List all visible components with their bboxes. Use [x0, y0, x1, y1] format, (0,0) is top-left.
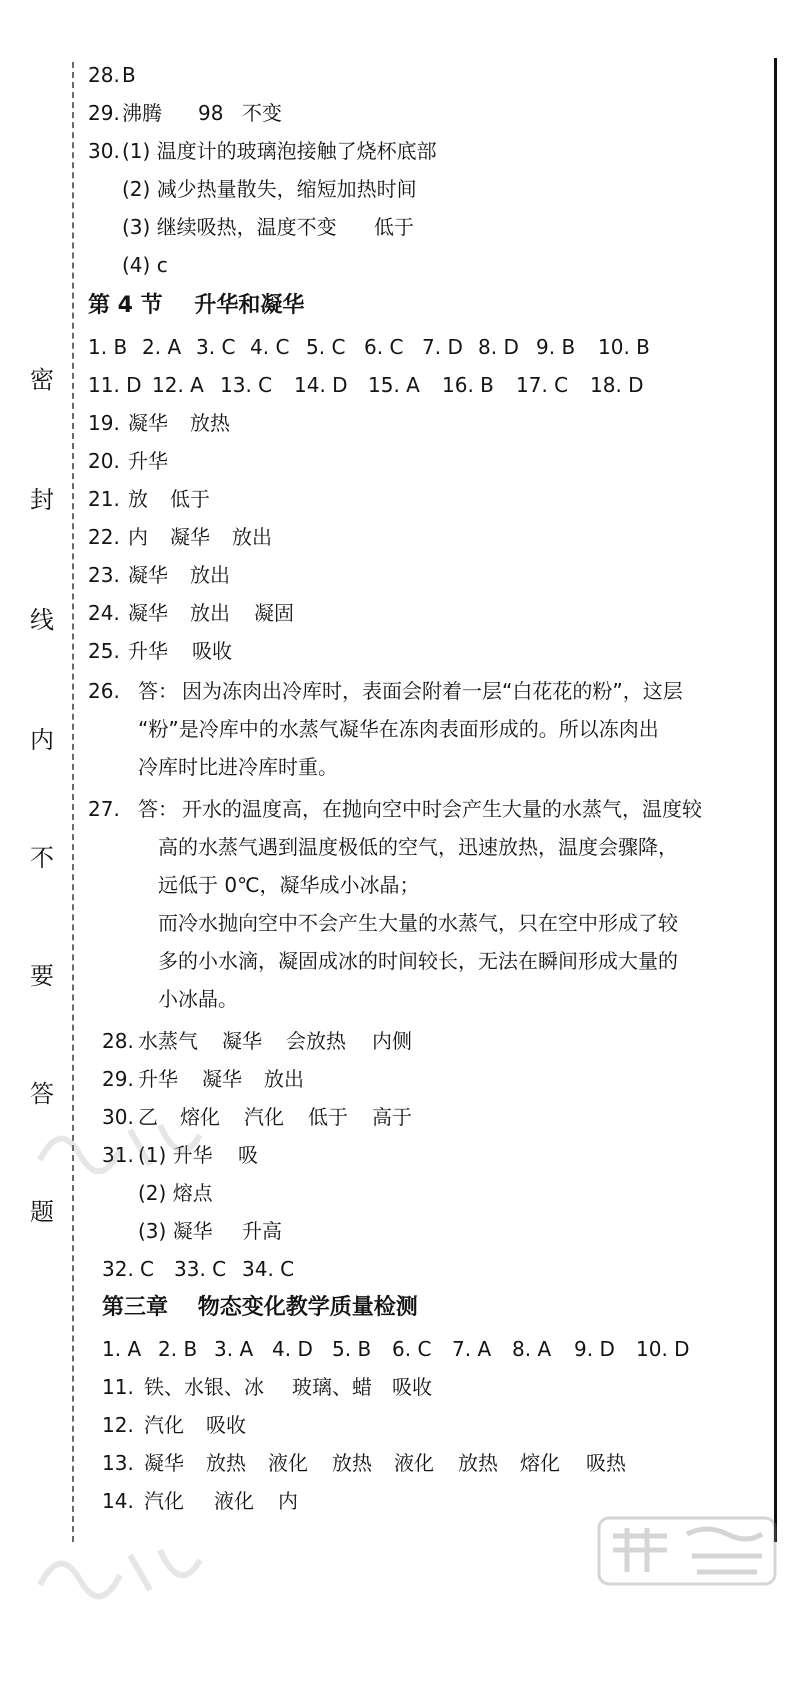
answer-row — [88, 94, 768, 132]
answer-row — [88, 208, 768, 246]
q-number: 21. — [88, 487, 120, 511]
q-number: 31. — [102, 1143, 134, 1167]
mcq-answer: 3. C — [196, 335, 236, 359]
mcq-answer: 5. C — [306, 335, 346, 359]
answer-text: 放出 — [190, 563, 230, 587]
mcq-answer: 7. D — [422, 335, 463, 359]
q-number: 23. — [88, 563, 120, 587]
answer-line: 开水的温度高，在抛向空中时会产生大量的水蒸气，温度较 — [182, 797, 702, 821]
answer-text: 汽化 — [244, 1105, 284, 1129]
essay-answer — [88, 790, 768, 1018]
answer-text: (1) 升华 — [138, 1143, 213, 1167]
answer-line: 远低于 0℃，凝华成小冰晶； — [158, 873, 420, 897]
answer-text: B — [122, 63, 136, 87]
answer-text: 高于 — [372, 1105, 412, 1129]
answer-row — [88, 632, 768, 670]
answer-row — [88, 480, 768, 518]
q-number: 28. — [88, 63, 120, 87]
answer-line: 高的水蒸气遇到温度极低的空气，迅速放热，温度会骤降， — [158, 835, 678, 859]
answer-row — [102, 1444, 762, 1482]
answer-text: 熔化 — [180, 1105, 220, 1129]
mcq-row — [88, 328, 768, 366]
section-title: 物态变化教学质量检测 — [197, 1295, 418, 1320]
answer-line: “粉”是冷库中的水蒸气凝华在冻肉表面形成的。所以冻肉出 — [138, 717, 659, 741]
answer-text: 升华 — [128, 449, 168, 473]
answer-text: (3) 继续吸热，温度不变 — [122, 215, 337, 239]
answer-line: 冷库时比进冷库时重。 — [138, 755, 338, 779]
answer-text: 吸收 — [206, 1413, 246, 1437]
mcq-answer: 1. A — [102, 1337, 142, 1361]
answer-row — [88, 246, 768, 284]
answer-text: 吸收 — [192, 639, 232, 663]
mcq-answer: 10. B — [598, 335, 650, 359]
q-number: 12. — [102, 1413, 134, 1437]
answer-text: 低于 — [308, 1105, 348, 1129]
mcq-answer: 13. C — [220, 373, 273, 397]
answer-text: 升华 — [138, 1067, 178, 1091]
mcq-answer: 1. B — [88, 335, 128, 359]
mcq-row — [88, 366, 768, 404]
answer-text: 34. C — [242, 1257, 295, 1281]
answer-text: 33. C — [174, 1257, 227, 1281]
mcq-row — [102, 1330, 762, 1368]
mcq-answer: 9. D — [574, 1337, 615, 1361]
answer-body — [138, 672, 768, 786]
answer-text: (2) 减少热量散失，缩短加热时间 — [122, 177, 417, 201]
answer-body — [158, 790, 768, 1018]
answer-text: 汽化 — [144, 1413, 184, 1437]
answer-text: 放热 — [190, 411, 230, 435]
answer-text: 凝固 — [254, 601, 294, 625]
mcq-answer: 8. A — [512, 1337, 552, 1361]
answer-text: 凝华 — [128, 601, 168, 625]
answer-row — [88, 170, 768, 208]
answer-row — [88, 594, 768, 632]
q-number: 19. — [88, 411, 120, 435]
q-number: 22. — [88, 525, 120, 549]
answer-row — [102, 1482, 762, 1520]
mcq-answer: 18. D — [590, 373, 644, 397]
answer-text: 低于 — [374, 215, 414, 239]
right-border-rule — [774, 58, 777, 1542]
answer-text: 放出 — [264, 1067, 304, 1091]
answer-text: 汽化 — [144, 1489, 184, 1513]
answer-text: C — [140, 1257, 154, 1281]
mcq-answer: 12. A — [152, 373, 204, 397]
answer-line: 因为冻肉出冷库时，表面会附着一层“白花花的粉”，这层 — [182, 679, 683, 703]
faint-stamp-mark — [30, 1100, 230, 1180]
mcq-answer: 5. B — [332, 1337, 372, 1361]
mcq-answer: 11. D — [88, 373, 142, 397]
mcq-answer: 3. A — [214, 1337, 254, 1361]
q-number: 24. — [88, 601, 120, 625]
answer-text: 乙 — [138, 1105, 158, 1129]
answer-row — [102, 1060, 768, 1098]
answer-text: 低于 — [170, 487, 210, 511]
q-number: 28. — [102, 1029, 134, 1053]
answer-row — [88, 518, 768, 556]
margin-char: 不 — [30, 844, 54, 872]
answer-row — [88, 132, 768, 170]
mcq-answer: 10. D — [636, 1337, 690, 1361]
q-number: 11. — [102, 1375, 134, 1399]
mcq-answer: 2. B — [158, 1337, 198, 1361]
mcq-answer: 17. C — [516, 373, 569, 397]
answer-row — [88, 56, 768, 94]
answer-text: 铁、水银、冰 — [144, 1375, 264, 1399]
answer-text: 放热 — [332, 1451, 372, 1475]
answer-text: 会放热 — [286, 1029, 346, 1053]
q-number: 25. — [88, 639, 120, 663]
answer-text: 凝华 — [128, 411, 168, 435]
q-number: 14. — [102, 1489, 134, 1513]
answer-text: 吸 — [238, 1143, 258, 1167]
mcq-answer: 7. A — [452, 1337, 492, 1361]
answer-text: 升华 — [128, 639, 168, 663]
answers-lower — [102, 1286, 762, 1520]
answer-text: 液化 — [268, 1451, 308, 1475]
q-number: 13. — [102, 1451, 134, 1475]
margin-char: 密 — [30, 366, 54, 394]
answer-text: 液化 — [214, 1489, 254, 1513]
seal-dashed-line — [72, 62, 74, 1542]
answer-line: 而冷水抛向空中不会产生大量的水蒸气，只在空中形成了较 — [158, 911, 678, 935]
mcq-answer: 8. D — [478, 335, 519, 359]
answer-text: 放出 — [232, 525, 272, 549]
answer-text: 放 — [128, 487, 148, 511]
answer-row — [88, 556, 768, 594]
answer-text: 放热 — [458, 1451, 498, 1475]
answer-text: 吸收 — [392, 1375, 432, 1399]
margin-char: 题 — [30, 1198, 54, 1226]
answer-text: 玻璃、蜡 — [292, 1375, 372, 1399]
answer-text: 98 — [198, 101, 224, 125]
answer-row — [88, 404, 768, 442]
q-number: 26. — [88, 679, 120, 703]
answer-text: 放出 — [190, 601, 230, 625]
q-number: 30. — [102, 1105, 134, 1129]
section-title: 升华和凝华 — [194, 293, 305, 318]
mcq-answer: 6. C — [392, 1337, 432, 1361]
faint-stamp-mark — [30, 1525, 230, 1605]
answer-text: 放热 — [206, 1451, 246, 1475]
q-number: 20. — [88, 449, 120, 473]
watermark-logo — [597, 1516, 777, 1586]
answer-text: 吸热 — [586, 1451, 626, 1475]
answer-text: 沸腾 — [122, 101, 162, 125]
answer-row — [88, 442, 768, 480]
answer-row — [102, 1022, 768, 1060]
mcq-answer: 2. A — [142, 335, 182, 359]
answer-text: 凝华 — [144, 1451, 184, 1475]
answer-line: 多的小水滴，凝固成冰的时间较长，无法在瞬间形成大量的 — [158, 949, 678, 973]
mcq-answer: 15. A — [368, 373, 420, 397]
essay-answer — [88, 672, 768, 786]
section-heading — [102, 1286, 762, 1330]
section-label: 第 4 节 — [88, 293, 163, 318]
answer-text: 升高 — [242, 1219, 282, 1243]
q-number: 29. — [88, 101, 120, 125]
mcq-answer: 9. B — [536, 335, 576, 359]
answer-label: 答： — [138, 679, 178, 703]
margin-char: 封 — [30, 486, 54, 514]
answer-row — [102, 1212, 768, 1250]
answer-text: (3) 凝华 — [138, 1219, 213, 1243]
answer-text: 内 — [128, 525, 148, 549]
section-label: 第三章 — [102, 1295, 169, 1320]
answer-row — [102, 1368, 762, 1406]
q-number: 29. — [102, 1067, 134, 1091]
answer-text: (4) c — [122, 253, 168, 277]
answer-label: 答： — [138, 797, 178, 821]
answer-text: 凝华 — [202, 1067, 242, 1091]
section-heading — [88, 284, 768, 328]
answer-text: 水蒸气 — [138, 1029, 198, 1053]
margin-char: 要 — [30, 962, 54, 990]
answer-text: 熔化 — [520, 1451, 560, 1475]
margin-char: 线 — [30, 606, 54, 634]
q-number: 32. — [102, 1257, 134, 1281]
mcq-answer: 4. C — [250, 335, 290, 359]
answer-text: 凝华 — [222, 1029, 262, 1053]
answer-line: 小冰晶。 — [158, 987, 238, 1011]
answer-row — [102, 1406, 762, 1444]
answer-row — [102, 1250, 768, 1288]
q-number: 30. — [88, 139, 120, 163]
answer-text: 凝华 — [170, 525, 210, 549]
margin-char: 内 — [30, 726, 54, 754]
answer-text: 不变 — [242, 101, 282, 125]
mcq-answer: 16. B — [442, 373, 494, 397]
answer-text: (1) 温度计的玻璃泡接触了烧杯底部 — [122, 139, 437, 163]
q-number: 27. — [88, 797, 120, 821]
answer-text: 内 — [278, 1489, 298, 1513]
mcq-answer: 4. D — [272, 1337, 313, 1361]
margin-char: 答 — [30, 1080, 54, 1108]
mcq-answer: 14. D — [294, 373, 348, 397]
answer-text: 内侧 — [372, 1029, 412, 1053]
answer-text: (2) 熔点 — [138, 1181, 213, 1205]
mcq-answer: 6. C — [364, 335, 404, 359]
answer-text: 凝华 — [128, 563, 168, 587]
answer-text: 液化 — [394, 1451, 434, 1475]
